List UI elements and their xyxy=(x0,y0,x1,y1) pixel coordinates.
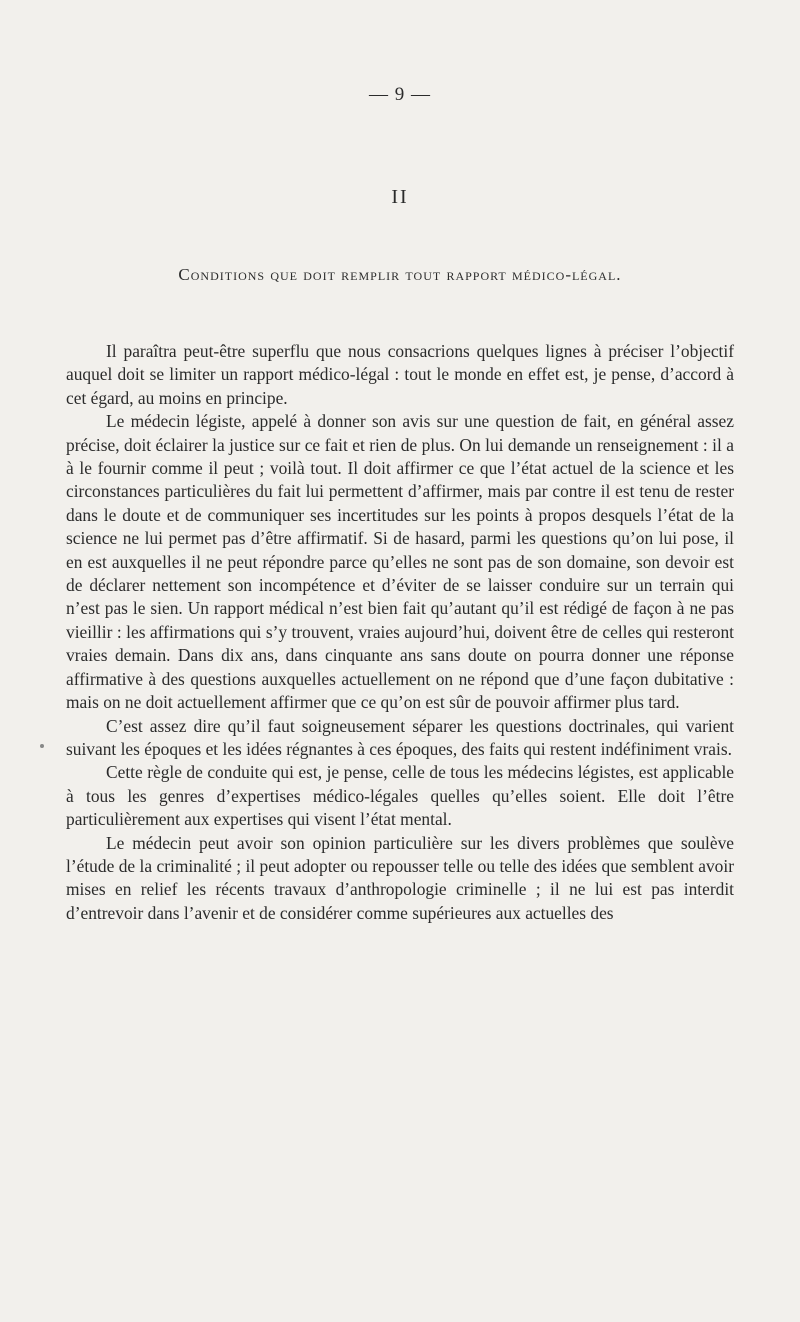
paragraph-4: Cette règle de conduite qui est, je pense, celle de tous les médecins légistes, est applicable à tous les genres d’expertises médico-légales quelles qu’elles soient. Elle doit l’être particulièrement aux expertises qui visent l’état mental. xyxy=(66,762,734,830)
body-text xyxy=(66,340,734,925)
paragraph-1: Il paraîtra peut-être superflu que nous consacrions quelques lignes à préciser l’objectif auquel doit se limiter un rapport médico-légal : tout le monde en effet est, je pense, d’accord à cet égard, au moins en principe. xyxy=(66,341,734,408)
section-number: II xyxy=(391,186,409,208)
paragraph-2: Le médecin légiste, appelé à donner son avis sur une question de fait, en général assez précise, doit éclairer la justice sur ce fait et rien de plus. On lui demande un renseignement : il a à le fournir comme il peut ; voilà tout. Il doit affirmer ce que l’état actuel de la science et les circonstances particulières du fait lui permettent d’affirmer, mais par contre il est tenu de rester dans le doute et de communiquer ses incertitudes sur les points à propos desquels l’état de la science ne lui permet pas d’être affirmatif. Si de hasard, parmi les questions qu’on lui pose, il en est auxquelles il ne peut répondre parce qu’elles ne sont pas de son domaine, son devoir est de déclarer nettement son incompétence et d’éviter de se laisser conduire sur un terrain qui n’est pas le sien. Un rapport médical n’est bien fait qu’autant qu’il est rédigé de façon à ne pas vieillir : les affirmations qui s’y trouvent, vraies aujourd’hui, doivent être de celles qui resteront vraies demain. Dans dix ans, dans cinquante ans sans doute on pourra donner une réponse affirmative à des questions auxquelles actuellement on ne répond que d’une façon dubitative : mais on ne doit actuellement affirmer que ce qu’on est sûr de pouvoir affirmer plus tard. xyxy=(66,411,734,713)
section-title: Conditions que doit remplir tout rapport médico-légal. xyxy=(178,265,622,284)
page-number: — 9 — xyxy=(369,84,431,105)
paragraph-5: Le médecin peut avoir son opinion particulière sur les divers problèmes que soulève l’étude de la criminalité ; il peut adopter ou repousser telle ou telle des idées que semblent avoir mises en relief les récents travaux d’anthropologie criminelle ; il ne lui est pas interdit d’entrevoir dans l’avenir et de considérer comme supérieures aux actuelles des xyxy=(66,832,734,923)
margin-speck xyxy=(40,744,44,748)
paragraph-3: C’est assez dire qu’il faut soigneusement séparer les questions doctrinales, qui varient suivant les époques et les idées régnantes à ces époques, des faits qui restent indéfiniment vrais. xyxy=(66,715,734,759)
